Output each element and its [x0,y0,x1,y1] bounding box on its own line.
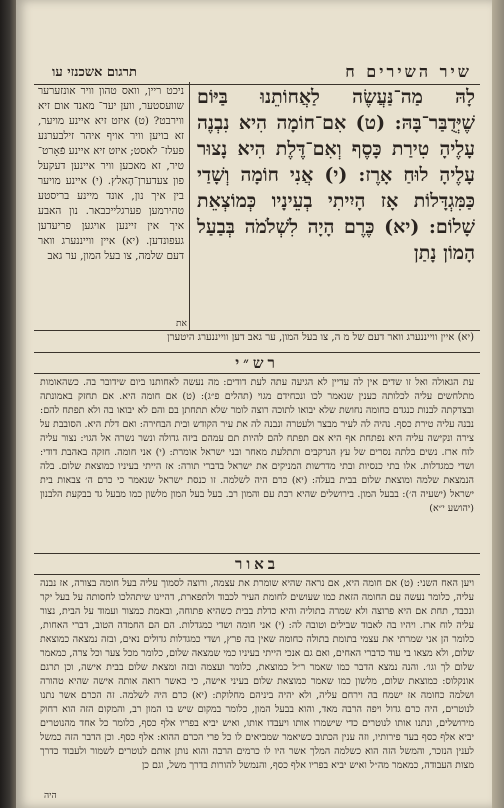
translation-footnote: (יא) איין ווייננערג וואר דעם של מ ה, צו בעל המון, ער גאב דען ווייננערג היטערן [167,332,474,343]
left-column-title: תרגום אשכנזי עו [52,65,137,80]
scripture-catchword: את [176,319,187,329]
book-spine [0,0,16,808]
rashi-title: רש״י [235,354,279,372]
page-content [34,0,480,808]
rashi-title-rule [34,373,480,374]
biur-commentary: ויען האח השני: (ט) אם חומה היא, אם נראה שהיא שומרת את עצמה, ורוצה לסמוך עליה בעל חומה בצורה, אז נבנה עליה, כלומר נעשה עם החומה הזאת כמו שעושים לחומת העיר לכבוד ולתפארת, דהיינו שיתהלכו לחסותה על בעל יקר ונכבד, תחת אם היא פרוצה ולא שמרה בתוליה והיא כדלת בבית כשהיא פתוחה, ובאמת כמצור ועמוד על הבית, נצור עליה לוח ארז. ויהיו בה לאבוד שבילים וטובה לה: (י) אני חומה ושדי כמגדלות. הם הם החמדה הטוב, דברי האחות, כלומר הן אני שמרתי את עצמי בתומת בתולה כחומה שאין בה פרץ, ושדי כמגדלות גדולים נאים, ובזה נמצאה כמוצאת שלום, ולא מצאו בי עוד כדברי האחים, ואם גם אנכי הייתי בעיניו כמי שמצאה שלום, כלומר מכל צער וכל צרה, כמאמר שלום לך וגו׳. והנה נמצא הדבר כמו שאמר ר״ל כמוצאת, כלומר ועצמה ובזה ומצאת שלום בבית אישה, וכן תרגם אונקלוס: כמוצאת שלום, מלשון כמו שאמר כמוצאת שלום בעיני אישה, כי כאשר רואה אותה אישה שהיא טהורה ושלמה כחומה אז ישמח בה וירחם עליה, ולא יהיה ביניהם מחלוקת: (יא) כרם היה לשלמה. זה הכרם אשר נתנו לנוטרים, היה כרם גדול ויפה הרבה מאד, והוא בבעל המון, כלומר במקום שיש בו המון רב, והמקום הזה הוא רחוק מירושלים, ונתנו אותו לנוטרים כדי שישמרו אותו ויעבדו אותו, ואיש יביא בפריו אלף כסף, כלומר כל אחד מהנוטרים יביא אלף כסף בעד פירותיו, וזה ענין הכתוב כשיאמר שמביאים לו כל פרי הכרם ההוא: אלף כסף. וכן הדבר הזה כמשל לענין הנזכר, והמשל הזה הוא כשלמה המלך אשר היו לו כרמים הרבה והוא נותן אותם לנוטרים לשמור ולעבוד כדרך מצות העבודה, כמאמר מה״ל ואיש יביא בפריו אלף כסף, והנמשל להורות בדרך משל, וגם כן [40,578,474,771]
biur-title: באור [234,555,280,573]
biur-title-rule [34,574,480,575]
footnote-rule [34,352,480,353]
biur-top-rule [34,553,480,554]
yiddish-translation: ניכט ריין, וואס טהון וויר אונזערער שוועסטער, ווען יעד־ מאנד אום זיא ווירבט? (ט) איזט זיא איינע מויער, זא בויען וויר אויף איהר זילבערנע פעלז־ לאסט; איזט זיא איינע פֿאָרט־ טיר, זא מאכען וויר איינען דעקעל פון צעדערן־הָאלץ. (י) איינע מויער בין איך נון, אונד מיינע בריסטע טהירמען פערגלייכבאר. נון האבע איך אין זיינען אויגען פריעדען געפונדען. (יא) איין ווייננערג וואר דעם שלמה, צו בעל המון, ער גאב [38,85,184,262]
page-edge [492,0,504,808]
page-header [34,62,480,84]
column-divider [189,82,190,330]
scripture-text: לָהּ מַה־נַּעֲשֶׂה לַאֲחוֹתֵנוּ בַּיּוֹם שֶׁיְּדֻבַּר־בָּהּ: (ט) אִם־חוֹמָה הִיא נִבְנֶה עָלֶיהָ טִירַת כָּסֶף וְאִם־דֶּלֶת הִיא נָצוּר עָלֶיהָ לוּחַ אָרֶז: (י) אֲנִי חוֹמָה וְשָׁדַי כַּמִּגְדָּלוֹת אָז הָיִיתִי בְעֵינָיו כְּמוֹצְאֵת שָׁלוֹם: (יא) כֶּרֶם הָיָה לִשְׁלֹמֹה בְּבַעַל הָמוֹן נָתַן [197,86,475,264]
rashi-commentary: עת הגאולה ואל זו שדים אין לה עדיין לא הגיעה עתה לעת דודים: מה נעשה לאחותנו ביום שידובר בה. כשהאומות מתלחשים עליה לכלותה כענין שנאמר לכו ונכחידם מגוי (תהלים פ״ג): (ט) אם חומה היא. אם תחזק באמונתה ובצדקתה לבנות כנגדם כחומה נחושת שלא יבואו לתוכה רוצה לומר שלא תתחתן בם והם לא יבואו בה ולא תפתח להם: נבנה עליה טירת כסף. נהיה לה לעיר מבצר ולעטרה ונבנה לה את עיר הקודש ובית הבחירה: ואם דלת היא. הסובבת על צירה ונקישה עליה היא נפתחת אף היא אם תפתח להם להיות תם עמהם ביזה גדולה ונשר נשרה אל הגוי: נצור עליה לוח ארז. נשים בלתה נסרים של עץ הנרקבים ותתלעת מאחר ובני ישראל אומרת: (י) אני חומה. חזקה באהבת דודי: ושדי כמגדלות. אלו בתי כנסיות ובתי מדרשות המניקים את ישראל בדברי תורה: אז הייתי בעיניו כמוצאת שלום. בלה הנמצאת שלמה ומוצאת שלום בבית בעלה: (יא) כרם היה לשלמה. זו כנסת ישראל שנאמר כי כרם ה׳ צבאות בית ישראל (ישעיה ה׳): בבעל המון. בירושלים שהיא רבת עם והמון רב. בעל בעל המון מלשון כמו מבעל גד בבקעת הלבנון (יהושע י״א) [40,377,474,514]
right-column-title: שיר השירים ח [345,62,472,81]
page-catchword: היה [44,791,57,801]
